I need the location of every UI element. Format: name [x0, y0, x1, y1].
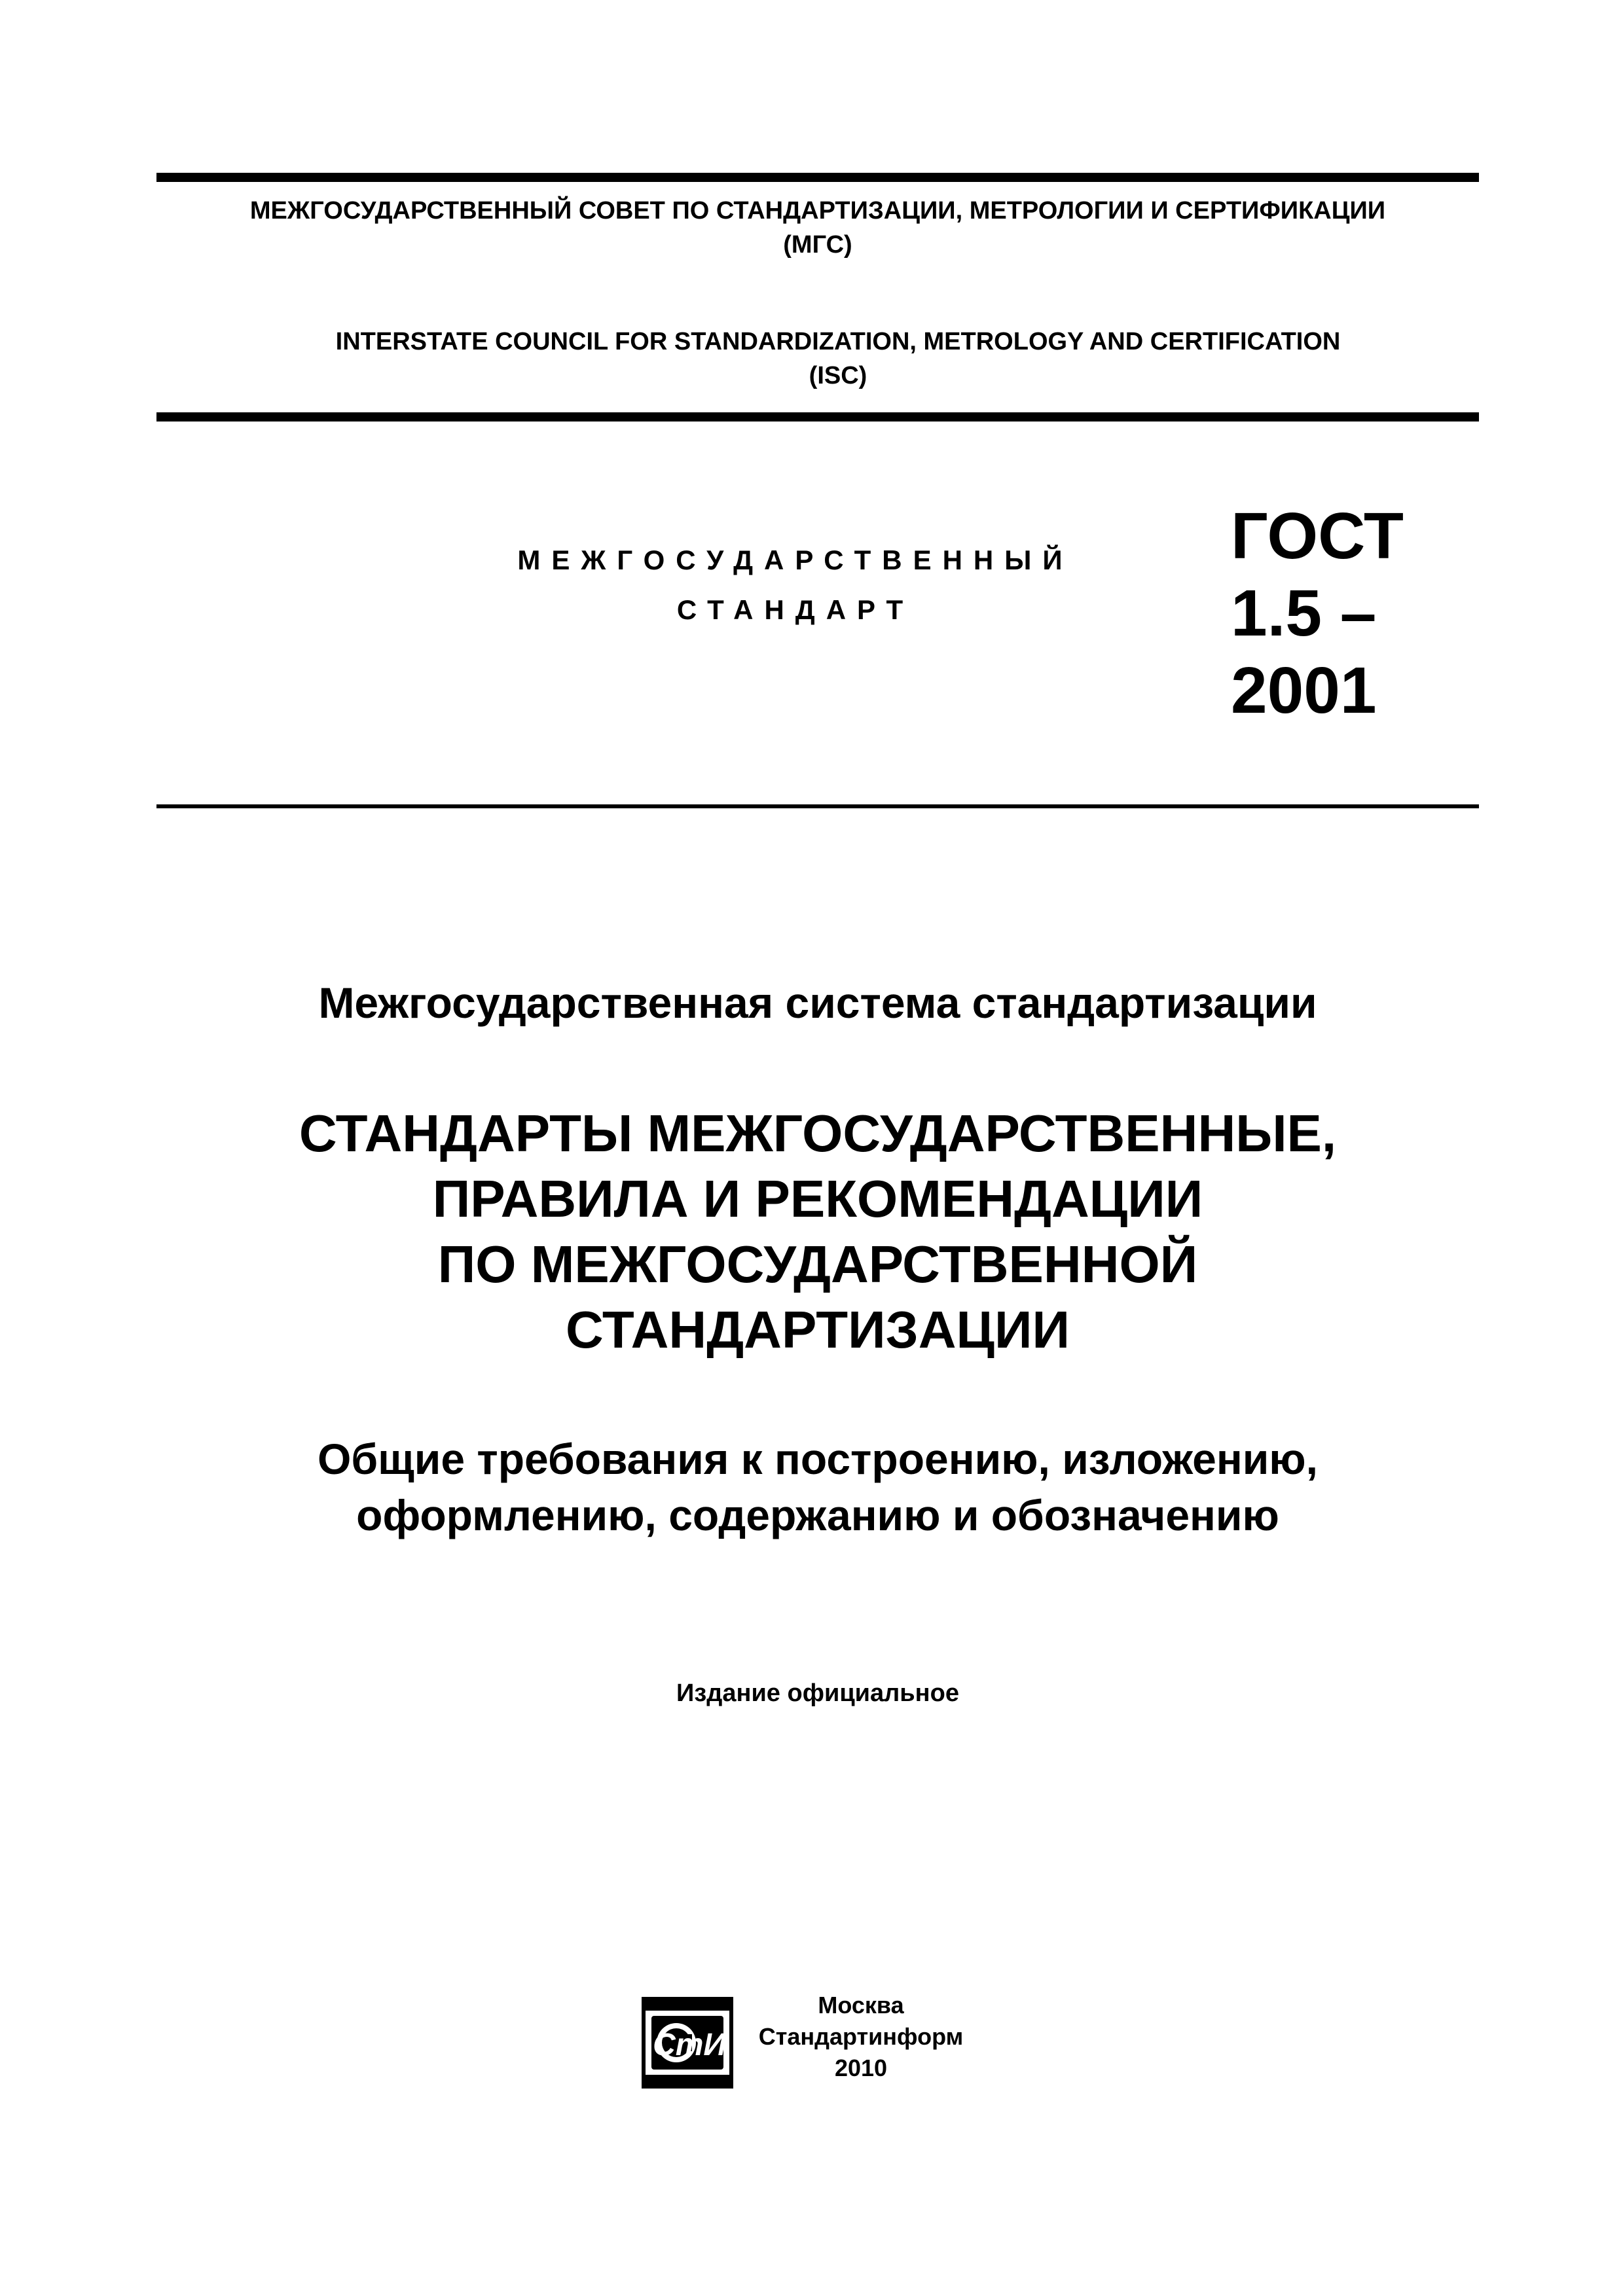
document-title: [156, 1101, 1479, 1363]
gost-designation-line3: 2001: [1231, 654, 1377, 727]
council-abbr-en: (ISC): [809, 362, 867, 389]
council-name-ru-line1: МЕЖГОСУДАРСТВЕННЫЙ СОВЕТ ПО СТАНДАРТИЗАЦИИ, МЕТРОЛОГИИ И СЕРТИФИКАЦИИ: [249, 197, 1386, 224]
council-name-en: [275, 325, 1401, 393]
middle-rule: [156, 412, 1479, 422]
document-title-line3: ПО МЕЖГОСУДАРСТВЕННОЙ: [437, 1235, 1198, 1293]
standard-type-line1: МЕЖГОСУДАРСТВЕННЫЙ: [517, 545, 1074, 575]
document-subtitle-line2: оформлению, содержанию и обозначению: [356, 1491, 1279, 1539]
document-title-line2: ПРАВИЛА И РЕКОМЕНДАЦИИ: [432, 1170, 1203, 1228]
gost-designation-line2: 1.5 –: [1231, 577, 1377, 650]
document-subtitle: [156, 1431, 1479, 1543]
top-rule: [156, 173, 1479, 182]
logo-text: СтИ: [653, 2028, 726, 2062]
document-title-line4: СТАНДАРТИЗАЦИИ: [566, 1300, 1070, 1359]
publisher-year: 2010: [834, 2054, 888, 2081]
gost-designation-line1: ГОСТ: [1231, 499, 1404, 573]
council-name-en-line1: INTERSTATE COUNCIL FOR STANDARDIZATION, METROLOGY AND CERTIFICATION: [335, 328, 1341, 355]
standartinform-logo-icon: [638, 1994, 737, 2092]
standard-type-label: [458, 535, 1133, 635]
council-abbr-ru: (МГС): [783, 231, 852, 259]
publisher-name: Стандартинформ: [758, 2023, 964, 2050]
system-title: Межгосударственная система стандартизации: [318, 978, 1317, 1027]
standard-type-line2: СТАНДАРТ: [676, 594, 915, 625]
document-title-line1: СТАНДАРТЫ МЕЖГОСУДАРСТВЕННЫЕ,: [299, 1104, 1337, 1162]
publisher-city: Москва: [818, 1992, 904, 2018]
gost-designation: [1231, 497, 1404, 729]
council-name-ru: [156, 194, 1479, 262]
separator-rule: [156, 804, 1479, 808]
publisher-block: [750, 1990, 972, 2084]
edition-label: Издание официальное: [676, 1679, 959, 1707]
document-subtitle-line1: Общие требования к построению, изложению,: [318, 1435, 1318, 1483]
